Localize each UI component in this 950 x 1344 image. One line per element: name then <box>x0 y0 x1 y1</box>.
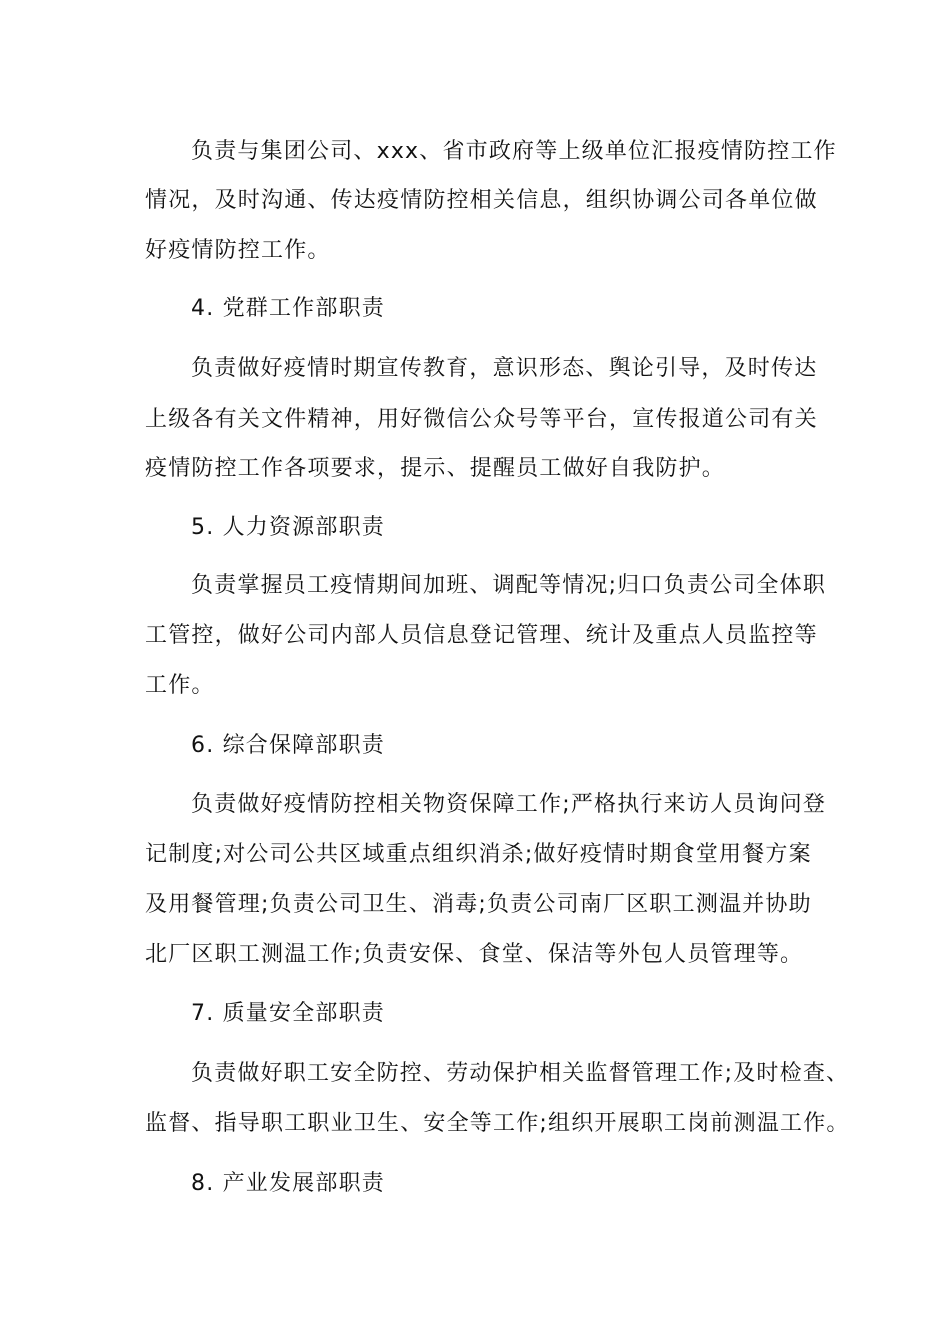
paragraph-line: 负责掌握员工疫情期间加班、调配等情况;归口负责公司全体职 <box>191 573 827 598</box>
section-heading-7: 7. 质量安全部职责 <box>191 1001 385 1026</box>
paragraph-line: 负责做好疫情防控相关物资保障工作;严格执行来访人员询问登 <box>191 792 827 817</box>
section-heading-8: 8. 产业发展部职责 <box>191 1171 385 1196</box>
paragraph-line: 工作。 <box>145 673 215 698</box>
paragraph-line: 上级各有关文件精神，用好微信公众号等平台，宣传报道公司有关 <box>145 407 818 432</box>
paragraph-line: 负责做好职工安全防控、劳动保护相关监督管理工作;及时检查、 <box>191 1061 850 1086</box>
section-heading-5: 5. 人力资源部职责 <box>191 515 385 540</box>
paragraph-line: 负责与集团公司、xxx、省市政府等上级单位汇报疫情防控工作 <box>191 139 837 164</box>
section-heading-4: 4. 党群工作部职责 <box>191 296 385 321</box>
section-heading-6: 6. 综合保障部职责 <box>191 733 385 758</box>
paragraph-line: 情况，及时沟通、传达疫情防控相关信息，组织协调公司各单位做 <box>145 188 818 213</box>
paragraph-line: 监督、指导职工职业卫生、安全等工作;组织开展职工岗前测温工作。 <box>145 1111 850 1136</box>
paragraph-line: 负责做好疫情时期宣传教育，意识形态、舆论引导，及时传达 <box>191 356 818 381</box>
paragraph-line: 好疫情防控工作。 <box>145 238 331 263</box>
paragraph-line: 北厂区职工测温工作;负责安保、食堂、保洁等外包人员管理等。 <box>145 942 804 967</box>
paragraph-line: 工管控，做好公司内部人员信息登记管理、统计及重点人员监控等 <box>145 623 818 648</box>
paragraph-line: 记制度;对公司公共区域重点组织消杀;做好疫情时期食堂用餐方案 <box>145 842 812 867</box>
paragraph-line: 疫情防控工作各项要求，提示、提醒员工做好自我防护。 <box>145 456 726 481</box>
paragraph-line: 及用餐管理;负责公司卫生、消毒;负责公司南厂区职工测温并协助 <box>145 892 812 917</box>
